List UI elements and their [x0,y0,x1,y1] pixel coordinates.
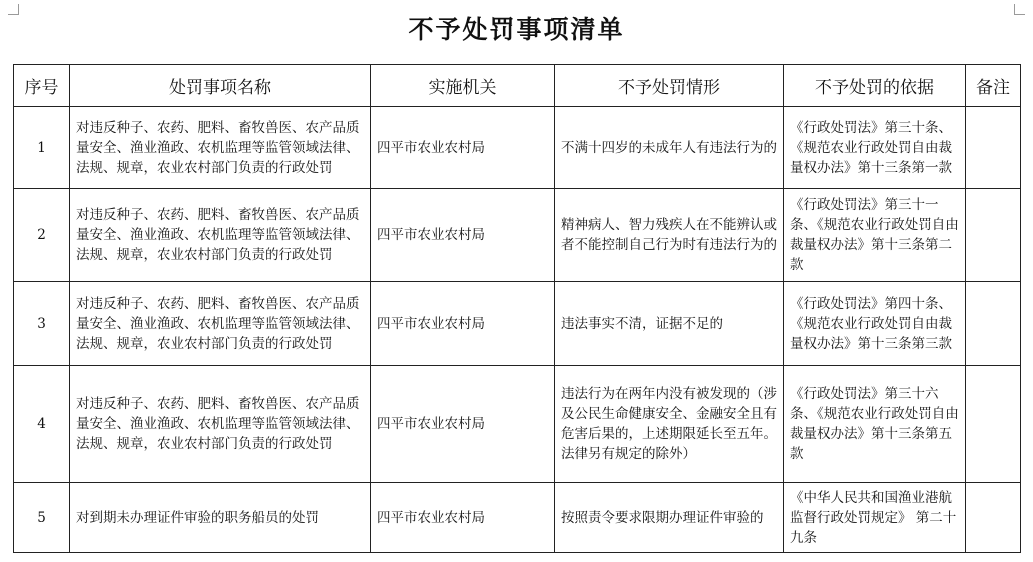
header-seq: 序号 [14,65,70,107]
cell-agency: 四平市农业农村局 [371,282,555,366]
cell-basis: 《中华人民共和国渔业港航监督行政处罚规定》 第二十九条 [784,483,966,553]
header-name: 处罚事项名称 [70,65,371,107]
cell-situation: 精神病人、智力残疾人在不能辨认或者不能控制自己行为时有违法行为的 [555,189,784,282]
cell-seq: 4 [14,366,70,483]
table-row [14,282,1021,366]
cell-agency: 四平市农业农村局 [371,483,555,553]
header-basis: 不予处罚的依据 [784,65,966,107]
cell-name: 对违反种子、农药、肥料、畜牧兽医、农产品质量安全、渔业渔政、农机监理等监管领域法律、法规、规章，农业农村部门负责的行政处罚 [70,107,371,189]
cell-basis: 《行政处罚法》第四十条、《规范农业行政处罚自由裁量权办法》第十三条第三款 [784,282,966,366]
cell-seq: 1 [14,107,70,189]
table-row [14,366,1021,483]
cell-agency: 四平市农业农村局 [371,366,555,483]
header-remark: 备注 [966,65,1021,107]
header-agency: 实施机关 [371,65,555,107]
cell-name: 对违反种子、农药、肥料、畜牧兽医、农产品质量安全、渔业渔政、农机监理等监管领域法律、法规、规章，农业农村部门负责的行政处罚 [70,189,371,282]
cell-agency: 四平市农业农村局 [371,189,555,282]
cell-situation: 违法事实不清，证据不足的 [555,282,784,366]
cell-basis: 《行政处罚法》第三十六条、《规范农业行政处罚自由裁量权办法》第十三条第五款 [784,366,966,483]
cell-remark [966,282,1021,366]
cell-seq: 3 [14,282,70,366]
cell-remark [966,483,1021,553]
penalty-exemption-table [13,64,1021,553]
table-header-row [14,65,1021,107]
cell-situation: 按照责令要求限期办理证件审验的 [555,483,784,553]
table-row [14,483,1021,553]
table-row [14,107,1021,189]
cell-basis: 《行政处罚法》第三十一条、《规范农业行政处罚自由裁量权办法》第十三条第二款 [784,189,966,282]
cell-name: 对违反种子、农药、肥料、畜牧兽医、农产品质量安全、渔业渔政、农机监理等监管领域法律、法规、规章，农业农村部门负责的行政处罚 [70,366,371,483]
page-title: 不予处罚事项清单 [408,15,625,44]
cell-situation: 不满十四岁的未成年人有违法行为的 [555,107,784,189]
cell-agency: 四平市农业农村局 [371,107,555,189]
cell-name: 对违反种子、农药、肥料、畜牧兽医、农产品质量安全、渔业渔政、农机监理等监管领域法律、法规、规章，农业农村部门负责的行政处罚 [70,282,371,366]
cell-remark [966,107,1021,189]
cell-name: 对到期未办理证件审验的职务船员的处罚 [70,483,371,553]
cell-remark [966,366,1021,483]
cell-seq: 2 [14,189,70,282]
cell-seq: 5 [14,483,70,553]
table-row [14,189,1021,282]
header-situation: 不予处罚情形 [555,65,784,107]
cell-basis: 《行政处罚法》第三十条、《规范农业行政处罚自由裁量权办法》第十三条第一款 [784,107,966,189]
cell-remark [966,189,1021,282]
cell-situation: 违法行为在两年内没有被发现的（涉及公民生命健康安全、金融安全且有危害后果的，上述期限延长至五年。法律另有规定的除外） [555,366,784,483]
